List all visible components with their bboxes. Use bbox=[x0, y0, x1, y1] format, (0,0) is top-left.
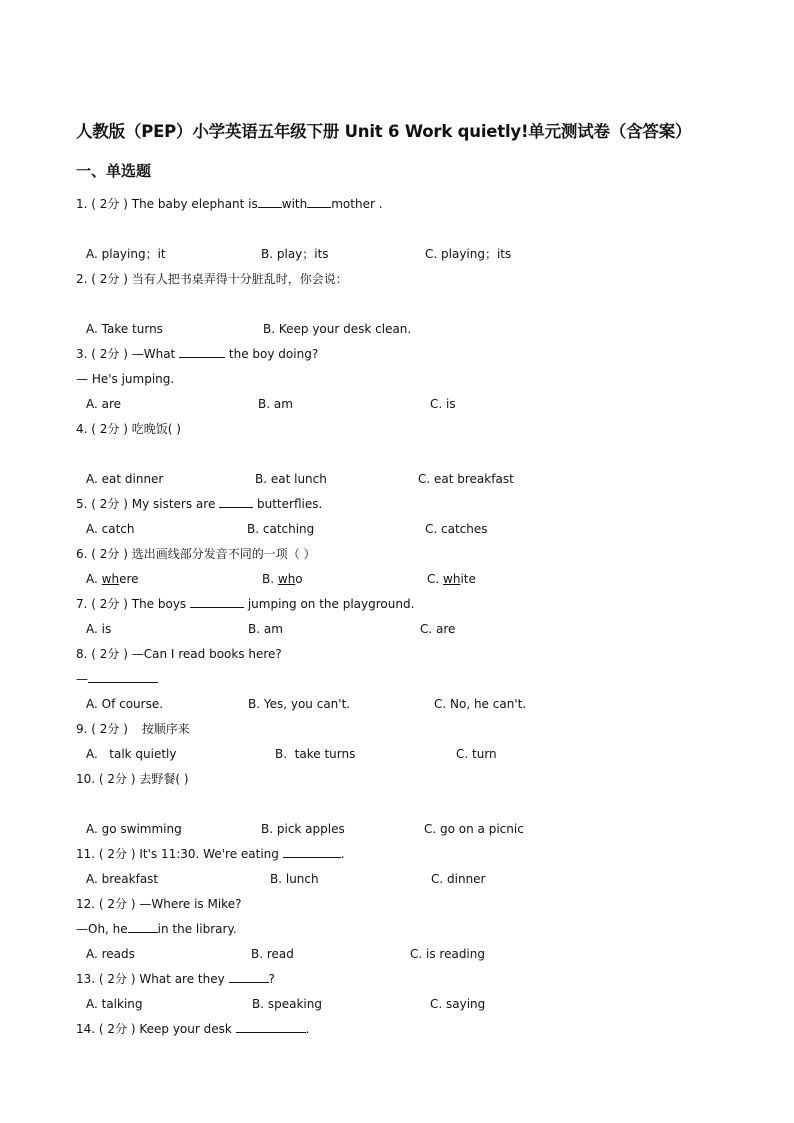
question-number: 9. ( 2分 ) bbox=[76, 722, 128, 736]
question-10 bbox=[76, 771, 189, 787]
option-c: C. are bbox=[420, 622, 456, 636]
answer-blank bbox=[88, 671, 158, 683]
option-b: B. am bbox=[248, 622, 283, 636]
question-7 bbox=[76, 596, 414, 612]
document-title: 人教版（PEP）小学英语五年级下册 Unit 6 Work quietly!单元测试卷（含答案） bbox=[76, 122, 692, 141]
question-text: . bbox=[305, 1022, 310, 1036]
question-text: —Where is Mike? bbox=[139, 897, 242, 911]
option-c: C. turn bbox=[456, 747, 497, 761]
answer-blank bbox=[307, 196, 331, 208]
question-14 bbox=[76, 1021, 309, 1037]
question-text: —What bbox=[131, 347, 176, 361]
option-b: B. Yes, you can't. bbox=[248, 697, 351, 711]
option-a: A. are bbox=[86, 397, 122, 411]
question-6 bbox=[76, 546, 316, 562]
question-text: The baby elephant is bbox=[131, 197, 258, 211]
option-b: B. Keep your desk clean. bbox=[263, 322, 412, 336]
question-number: 1. ( 2分 ) bbox=[76, 197, 128, 211]
dash: — bbox=[76, 672, 88, 686]
option-b: B. play；its bbox=[261, 247, 329, 261]
option-rest: ere bbox=[119, 572, 139, 586]
question-11 bbox=[76, 846, 345, 862]
option-c: C. go on a picnic bbox=[424, 822, 524, 836]
question-text: 去野餐( ) bbox=[139, 772, 189, 786]
question-text: 吃晚饭( ) bbox=[131, 422, 181, 436]
answer-blank bbox=[258, 196, 282, 208]
option-a: A. is bbox=[86, 622, 112, 636]
option-b bbox=[262, 571, 303, 587]
option-c: C. is reading bbox=[410, 947, 485, 961]
underlined-letters: wh bbox=[277, 572, 296, 586]
question-text: . bbox=[340, 847, 345, 861]
question-number: 4. ( 2分 ) bbox=[76, 422, 128, 436]
question-8 bbox=[76, 646, 282, 662]
question-number: 14. ( 2分 ) bbox=[76, 1022, 136, 1036]
option-letter: A. bbox=[86, 572, 102, 586]
underlined-letters: wh bbox=[101, 572, 120, 586]
question-text: —Oh, he bbox=[76, 922, 128, 936]
option-b: B. read bbox=[251, 947, 294, 961]
question-5 bbox=[76, 496, 322, 512]
question-text: It's 11:30. We're eating bbox=[139, 847, 279, 861]
option-letter: C. bbox=[427, 572, 444, 586]
option-a: A. talk quietly bbox=[86, 747, 177, 761]
option-letter: B. bbox=[262, 572, 278, 586]
option-c: C. No, he can't. bbox=[434, 697, 527, 711]
question-number: 8. ( 2分 ) bbox=[76, 647, 128, 661]
option-a: A. eat dinner bbox=[86, 472, 164, 486]
question-number: 11. ( 2分 ) bbox=[76, 847, 136, 861]
underlined-letters: wh bbox=[443, 572, 461, 586]
option-c: C. catches bbox=[425, 522, 488, 536]
question-text: ? bbox=[268, 972, 275, 986]
question-text: in the library. bbox=[157, 922, 237, 936]
question-12 bbox=[76, 896, 241, 912]
question-4 bbox=[76, 421, 181, 437]
question-text: jumping on the playground. bbox=[247, 597, 415, 611]
option-a: A. Take turns bbox=[86, 322, 163, 336]
answer-blank bbox=[236, 1021, 306, 1033]
option-a: A. playing；it bbox=[86, 247, 166, 261]
option-b: B. catching bbox=[247, 522, 315, 536]
option-a: A. Of course. bbox=[86, 697, 164, 711]
option-b: B. eat lunch bbox=[255, 472, 327, 486]
question-1 bbox=[76, 196, 383, 212]
option-c: C. playing；its bbox=[425, 247, 512, 261]
dialogue-answer bbox=[76, 921, 237, 937]
answer-blank bbox=[128, 921, 158, 933]
option-rest: ite bbox=[460, 572, 476, 586]
option-b: B. lunch bbox=[270, 872, 319, 886]
answer-blank bbox=[283, 846, 341, 858]
question-text: My sisters are bbox=[131, 497, 216, 511]
question-text: 按顺序来 bbox=[141, 722, 190, 736]
answer-blank bbox=[229, 971, 269, 983]
question-3 bbox=[76, 346, 318, 362]
question-number: 2. ( 2分 ) bbox=[76, 272, 128, 286]
question-number: 12. ( 2分 ) bbox=[76, 897, 136, 911]
question-number: 10. ( 2分 ) bbox=[76, 772, 136, 786]
option-c: C. eat breakfast bbox=[418, 472, 514, 486]
question-text: with bbox=[281, 197, 308, 211]
dialogue-answer bbox=[76, 671, 158, 687]
question-9 bbox=[76, 721, 190, 737]
question-2 bbox=[76, 271, 348, 287]
dialogue-answer: — He's jumping. bbox=[76, 372, 175, 386]
question-number: 6. ( 2分 ) bbox=[76, 547, 128, 561]
answer-blank bbox=[190, 596, 244, 608]
answer-blank bbox=[219, 496, 253, 508]
question-text: the boy doing? bbox=[228, 347, 319, 361]
option-a: A. breakfast bbox=[86, 872, 159, 886]
option-c: C. dinner bbox=[431, 872, 486, 886]
option-b: B. am bbox=[258, 397, 293, 411]
question-text: butterflies. bbox=[257, 497, 323, 511]
question-number: 3. ( 2分 ) bbox=[76, 347, 128, 361]
option-c: C. is bbox=[430, 397, 456, 411]
option-b: B. take turns bbox=[275, 747, 356, 761]
option-b: B. speaking bbox=[252, 997, 322, 1011]
option-c bbox=[427, 571, 476, 587]
question-text: The boys bbox=[131, 597, 187, 611]
option-a: A. go swimming bbox=[86, 822, 182, 836]
option-a: A. reads bbox=[86, 947, 135, 961]
answer-blank bbox=[179, 346, 225, 358]
option-a bbox=[86, 571, 139, 587]
option-a: A. talking bbox=[86, 997, 143, 1011]
question-text: What are they bbox=[139, 972, 225, 986]
question-number: 5. ( 2分 ) bbox=[76, 497, 128, 511]
question-text: mother . bbox=[331, 197, 383, 211]
question-text: 选出画线部分发音不同的一项（ ） bbox=[131, 547, 316, 561]
question-number: 13. ( 2分 ) bbox=[76, 972, 136, 986]
question-text: —Can I read books here? bbox=[131, 647, 282, 661]
option-c: C. saying bbox=[430, 997, 486, 1011]
question-number: 7. ( 2分 ) bbox=[76, 597, 128, 611]
option-b: B. pick apples bbox=[261, 822, 345, 836]
question-text: 当有人把书桌弄得十分脏乱时，你会说： bbox=[131, 272, 348, 286]
section-heading: 一、单选题 bbox=[76, 162, 152, 180]
question-text: Keep your desk bbox=[139, 1022, 232, 1036]
question-13 bbox=[76, 971, 275, 987]
option-a: A. catch bbox=[86, 522, 135, 536]
option-rest: o bbox=[295, 572, 303, 586]
